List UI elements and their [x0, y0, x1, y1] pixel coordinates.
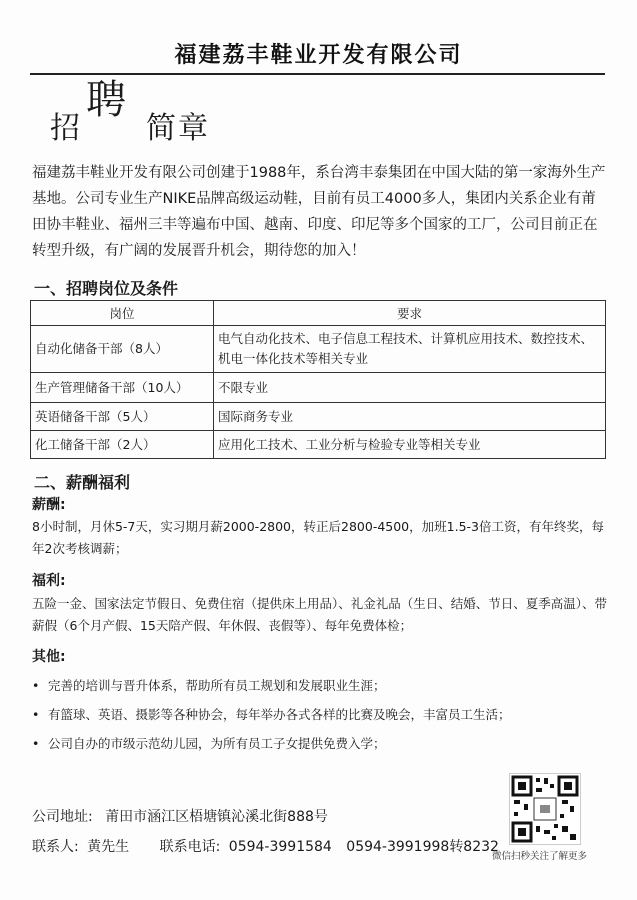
position-cell: 生产管理储备干部（10人） — [31, 373, 214, 403]
benefits-label: 福利: — [32, 573, 66, 589]
requirement-cell: 应用化工技术、工业分析与检验专业等相关专业 — [214, 431, 606, 459]
qr-caption: 微信扫秒关注了解更多 — [492, 851, 588, 862]
table-row — [31, 326, 606, 373]
company-title: 福建荔丰鞋业开发有限公司 — [174, 43, 463, 68]
phone-label: 联系电话: — [159, 839, 221, 855]
list-item-text: 完善的培训与晋升体系，帮助所有员工规划和发展职业生涯； — [48, 678, 386, 693]
other-label: 其他: — [32, 649, 66, 665]
contact-value: 黄先生 — [87, 839, 130, 855]
address-line — [32, 806, 328, 826]
list-item — [32, 676, 608, 694]
table-header-row — [31, 301, 606, 326]
banner-jianzhang: 简章 — [146, 111, 210, 146]
bullet-icon: • — [32, 736, 40, 751]
phone1-value: 0594-3991584 — [228, 839, 332, 855]
requirement-cell: 电气自动化技术、电子信息工程技术、计算机应用技术、数控技术、机电一体化技术等相关专业 — [214, 326, 606, 373]
header-position: 岗位 — [31, 301, 214, 326]
list-item-text: 有篮球、英语、摄影等各种协会，每年举办各式各样的比赛及晚会，丰富员工生活； — [48, 707, 511, 722]
company-intro: 福建荔丰鞋业开发有限公司创建于1988年，系台湾丰泰集团在中国大陆的第一家海外生产基地。公司专业生产NIKE品牌高级运动鞋，目前有员工4000多人，集团内关系企业有莆田协丰鞋业、福州三丰等遍布中国、越南、印度、印尼等多个国家的工厂，公司目前正在转型升级，有广阔的发展晋升机会，期待您的加入！ — [32, 165, 606, 259]
requirement-cell: 国际商务专业 — [214, 403, 606, 431]
contact-line — [32, 836, 499, 856]
list-item-text: 公司自办的市级示范幼儿园，为所有员工子女提供免费入学； — [48, 736, 386, 751]
header-requirement: 要求 — [214, 301, 606, 326]
table-row — [31, 431, 606, 459]
bullet-icon: • — [32, 678, 40, 693]
list-item — [32, 734, 608, 752]
salary-text: 8小时制，月休5-7天，实习期月薪2000-2800，转正后2800-4500，加班1.5-3倍工资，有年终奖，每年2次考核调薪； — [32, 519, 604, 556]
phone2-value: 0594-3991998转8232 — [346, 839, 499, 855]
qr-code-icon — [509, 773, 581, 845]
positions-table — [30, 300, 606, 459]
list-item — [32, 705, 608, 723]
table-row — [31, 373, 606, 403]
position-cell: 自动化储备干部（8人） — [31, 326, 214, 373]
contact-label: 联系人: — [32, 839, 79, 855]
banner-char-zhao: 招 — [50, 111, 80, 146]
salary-label: 薪酬: — [32, 497, 66, 513]
benefits-text: 五险一金、国家法定节假日、免费住宿（提供床上用品）、礼金礼品（生日、结婚、节日、夏季高温）、带薪假（6个月产假、15天陪产假、年休假、丧假等）、每年免费体检； — [32, 596, 608, 633]
position-cell: 化工储备干部（2人） — [31, 431, 214, 459]
requirement-cell: 不限专业 — [214, 373, 606, 403]
section-heading-benefits: 二、薪酬福利 — [34, 473, 131, 492]
position-cell: 英语储备干部（5人） — [31, 403, 214, 431]
bullet-icon: • — [32, 707, 40, 722]
section-heading-positions: 一、招聘岗位及条件 — [34, 279, 179, 298]
address-value: 莆田市涵江区梧塘镇沁溪北街888号 — [105, 809, 328, 825]
banner-char-pin: 聘 — [86, 77, 126, 123]
address-label: 公司地址: — [32, 809, 93, 825]
table-row — [31, 403, 606, 431]
